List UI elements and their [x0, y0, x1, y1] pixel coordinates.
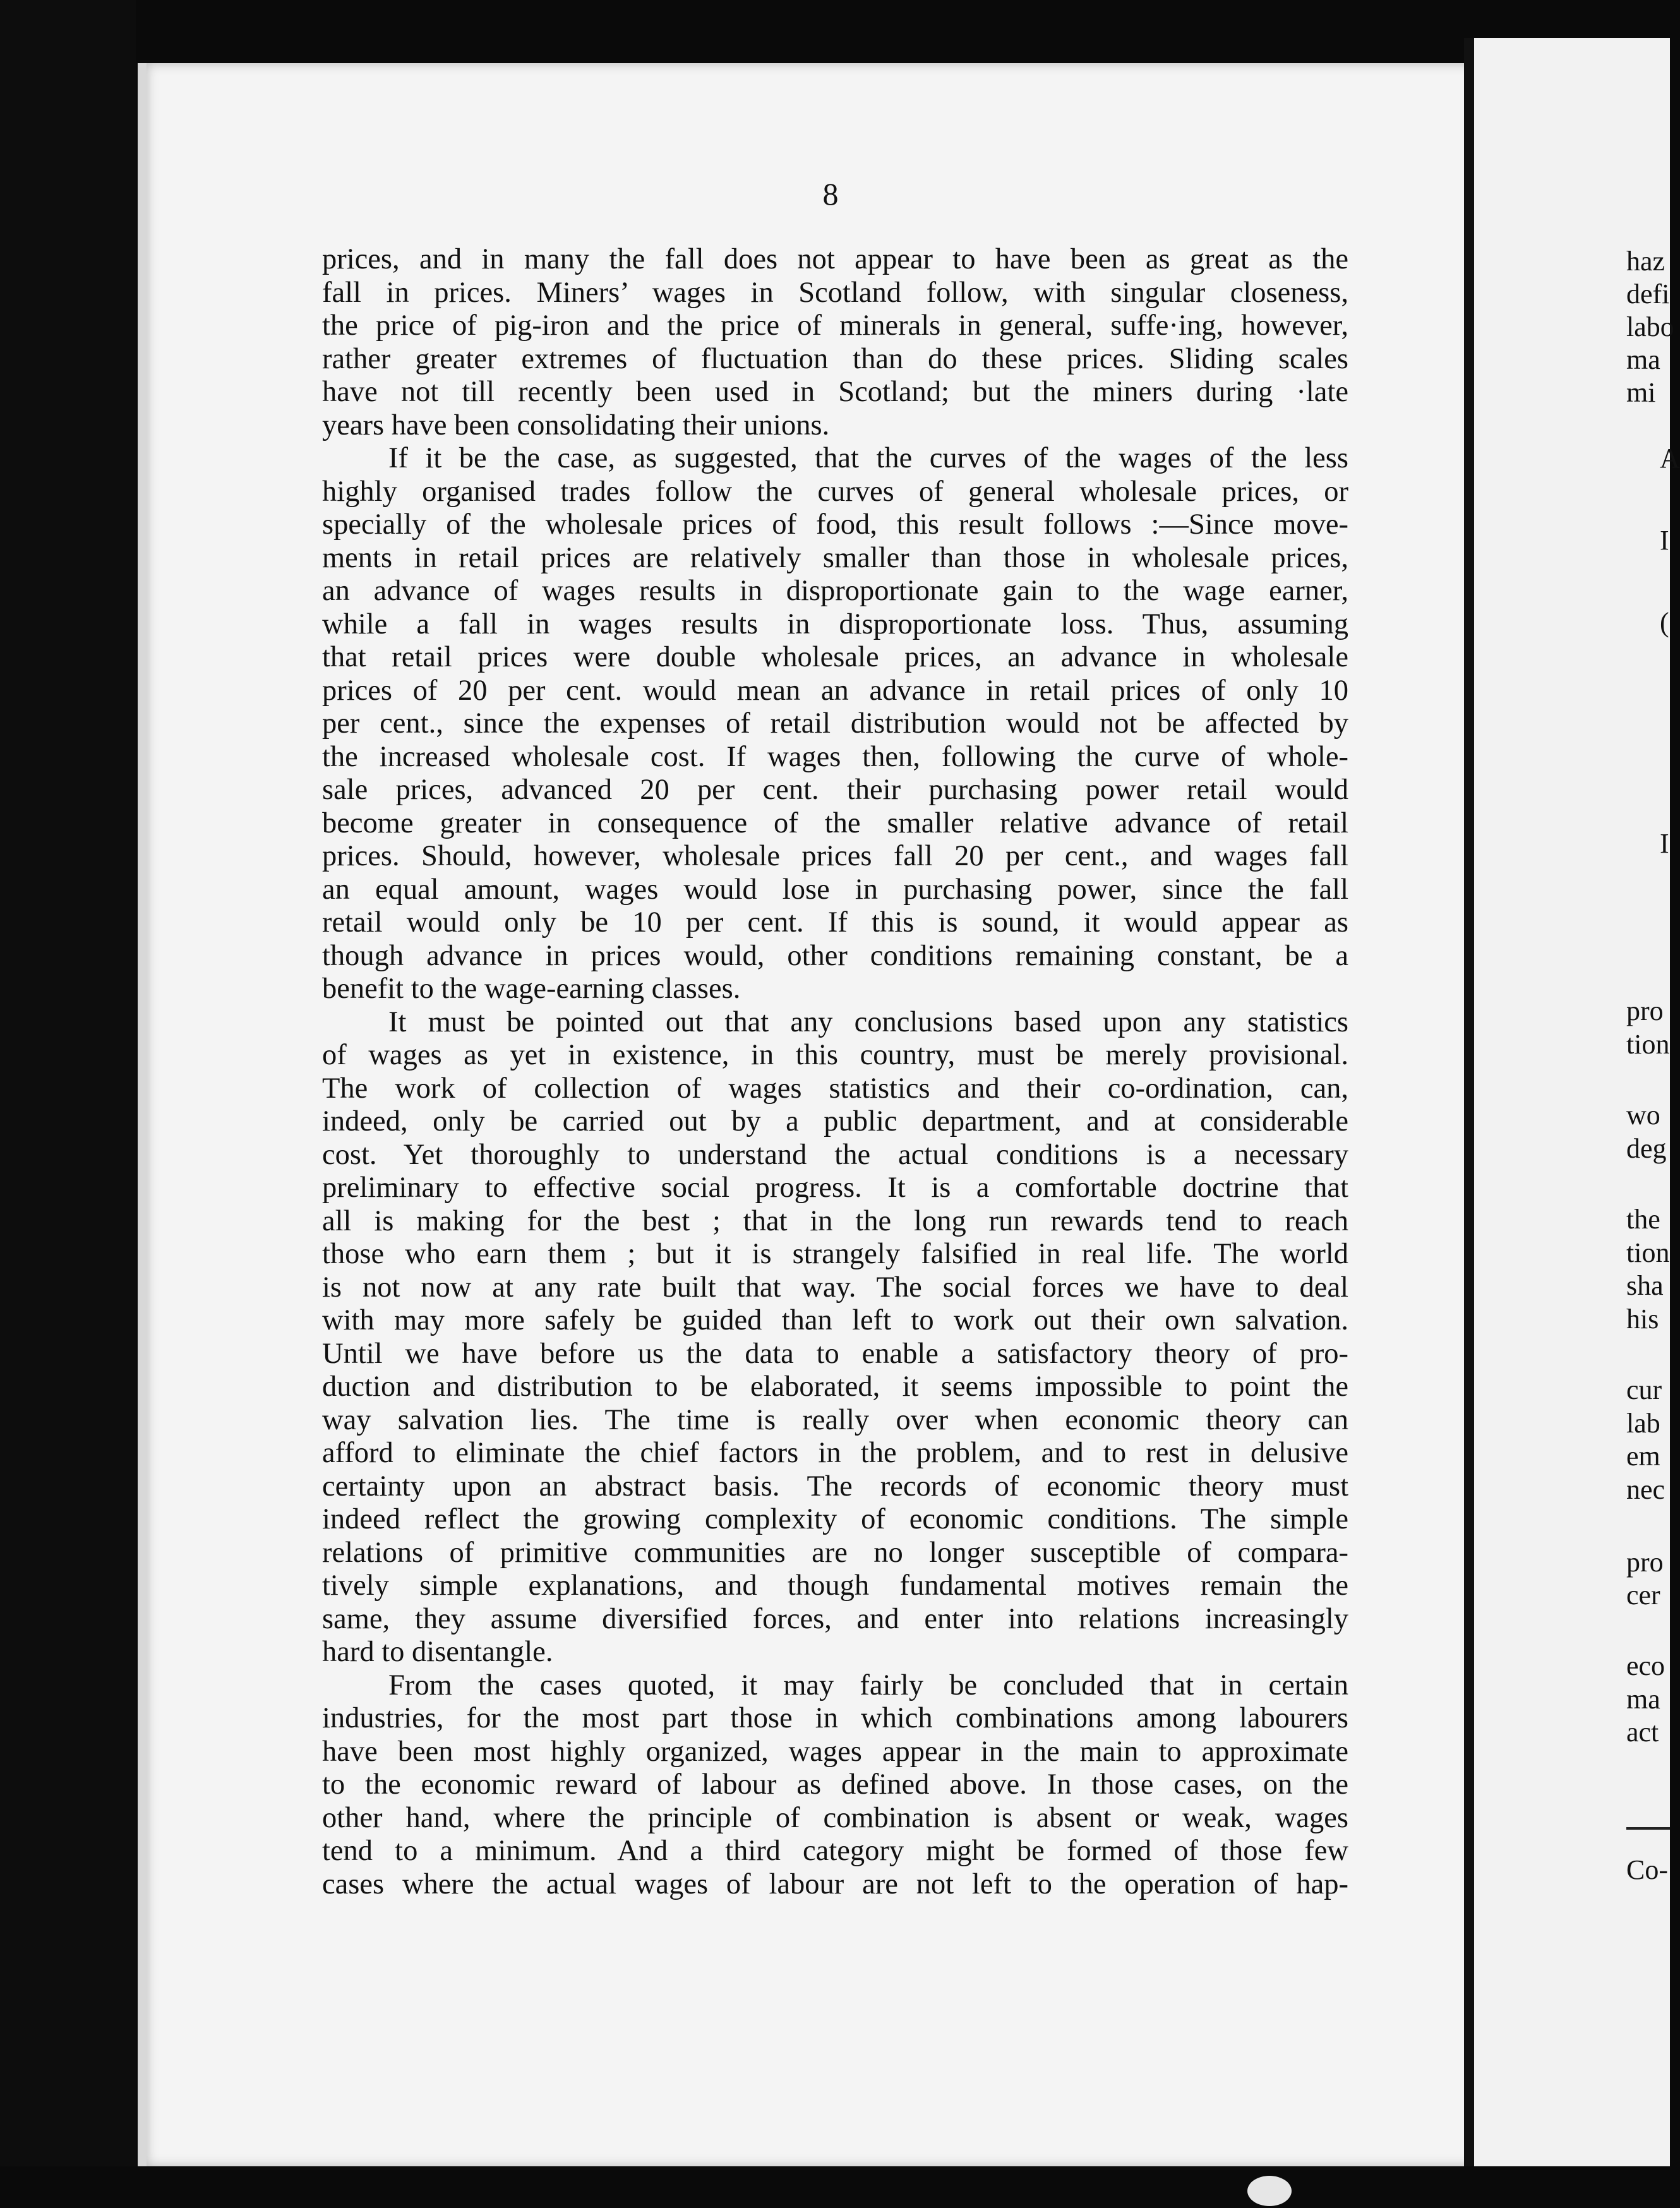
text-line: while a fall in wages results in disproportionate loss. Thus, assuming	[322, 608, 1348, 640]
text-line: afford to eliminate the chief factors in the problem, and to rest in delusive	[322, 1437, 1348, 1469]
text-line: The work of collection of wages statistics and their co-ordination, can,	[322, 1072, 1348, 1105]
text-line: with may more safely be guided than left to work out their own salvation.	[322, 1304, 1348, 1336]
text-line: have been most highly organized, wages appear in the main to approximate	[322, 1735, 1348, 1768]
text-line: an equal amount, wages would lose in purchasing power, since the fall	[322, 873, 1348, 906]
facing-page-fragment: tion	[1626, 1029, 1670, 1060]
paragraph	[322, 243, 1348, 442]
text-line: highly organised trades follow the curves of general wholesale prices, or	[322, 475, 1348, 508]
text-line: indeed reflect the growing complexity of economic conditions. The simple	[322, 1503, 1348, 1535]
facing-page-fragment: labo	[1626, 311, 1674, 342]
facing-page-fragment: pro	[1626, 1547, 1664, 1578]
page-number: 8	[822, 176, 839, 212]
text-line: tively simple explanations, and though fundamental motives remain the	[322, 1569, 1348, 1602]
facing-page-fragment: nec	[1626, 1474, 1665, 1505]
text-line: Until we have before us the data to enable a satisfactory theory of pro-	[322, 1337, 1348, 1370]
text-line: the increased wholesale cost. If wages then, following the curve of whole-	[322, 740, 1348, 773]
facing-page-fragment: deg	[1626, 1133, 1667, 1164]
facing-page-fragment: his	[1626, 1304, 1659, 1335]
book-gutter	[1464, 38, 1474, 2173]
text-line: become greater in consequence of the smaller relative advance of retail	[322, 807, 1348, 839]
facing-page-fragment: cer	[1626, 1580, 1660, 1611]
facing-page-fragment: ma	[1626, 344, 1660, 375]
text-line: hard to disentangle.	[322, 1636, 553, 1668]
text-line: specially of the wholesale prices of food, this result follows :—Since move-	[322, 508, 1348, 541]
facing-page-fragment: defi	[1626, 279, 1670, 309]
facing-page-fragment: eco	[1626, 1650, 1665, 1681]
text-line: sale prices, advanced 20 per cent. their purchasing power retail would	[322, 774, 1348, 806]
text-line: cases where the actual wages of labour are not left to the operation of hap-	[322, 1868, 1348, 1900]
text-line: It must be pointed out that any conclusions based upon any statistics	[388, 1005, 1348, 1038]
facing-page-fragment: I	[1660, 525, 1669, 556]
text-line: ments in retail prices are relatively smaller than those in wholesale prices,	[322, 541, 1348, 574]
text-line: other hand, where the principle of combination is absent or weak, wages	[322, 1801, 1348, 1834]
text-line: tend to a minimum. And a third category might be formed of those few	[322, 1835, 1348, 1867]
facing-page-fragment: tion	[1626, 1237, 1670, 1268]
text-line: industries, for the most part those in which combinations among labourers	[322, 1702, 1348, 1734]
text-line: same, they assume diversified forces, and enter into relations increasingly	[322, 1602, 1348, 1635]
text-line: rather greater extremes of fluctuation than do these prices. Sliding scales	[322, 342, 1348, 375]
facing-page-fragment: act	[1626, 1717, 1659, 1748]
facing-page-fragment: A	[1660, 443, 1680, 474]
text-line: fall in prices. Miners’ wages in Scotland follow, with singular closeness,	[322, 276, 1348, 309]
text-line: preliminary to effective social progress. It is a comfortable doctrine that	[322, 1172, 1348, 1204]
text-line: to the economic reward of labour as defined above. In those cases, on the	[322, 1768, 1348, 1801]
body-text	[322, 243, 1348, 1901]
text-line: prices of 20 per cent. would mean an advance in retail prices of only 10	[322, 674, 1348, 707]
text-line: the price of pig-iron and the price of minerals in general, suffe·ing, however,	[322, 309, 1348, 342]
text-line: relations of primitive communities are no longer susceptible of compara-	[322, 1536, 1348, 1569]
paragraph	[322, 1669, 1348, 1902]
facing-page-fragment: Co-	[1626, 1854, 1668, 1885]
text-line: From the cases quoted, it may fairly be concluded that in certain	[388, 1669, 1348, 1701]
text-line: If it be the case, as suggested, that the curves of the wages of the less	[388, 442, 1348, 474]
text-line: though advance in prices would, other conditions remaining constant, be a	[322, 939, 1348, 972]
text-line: retail would only be 10 per cent. If this is sound, it would appear as	[322, 906, 1348, 939]
text-line: benefit to the wage-earning classes.	[322, 973, 741, 1005]
facing-page-fragment: mi	[1626, 377, 1656, 408]
scan-border-left	[0, 0, 136, 2208]
text-line: way salvation lies. The time is really over when economic theory can	[322, 1403, 1348, 1436]
text-line: cost. Yet thoroughly to understand the actual conditions is a necessary	[322, 1138, 1348, 1171]
facing-page-rule	[1626, 1827, 1670, 1830]
text-line: that retail prices were double wholesale prices, an advance in wholesale	[322, 641, 1348, 673]
text-line: duction and distribution to be elaborated, it seems impossible to point the	[322, 1371, 1348, 1403]
scan-border-bottom	[0, 2166, 1670, 2208]
text-line: an advance of wages results in disproportionate gain to the wage earner,	[322, 575, 1348, 607]
text-line: of wages as yet in existence, in this country, must be merely provisional.	[322, 1039, 1348, 1071]
text-line: those who earn them ; but it is strangely falsified in real life. The world	[322, 1238, 1348, 1270]
text-line: prices. Should, however, wholesale prices fall 20 per cent., and wages fall	[322, 840, 1348, 872]
facing-page-fragment: I	[1660, 828, 1669, 859]
facing-page-fragment: ma	[1626, 1684, 1660, 1715]
facing-page-fragment: the	[1626, 1204, 1660, 1235]
facing-page-fragment: haz	[1626, 246, 1665, 277]
text-line: indeed, only be carried out by a public department, and at considerable	[322, 1105, 1348, 1137]
text-line: per cent., since the expenses of retail distribution would not be affected by	[322, 707, 1348, 740]
text-line: is not now at any rate built that way. The social forces we have to deal	[322, 1271, 1348, 1304]
facing-page-fragment: pro	[1626, 995, 1664, 1026]
text-line: years have been consolidating their unions.	[322, 409, 830, 441]
scan-speck	[1247, 2176, 1292, 2206]
text-line: prices, and in many the fall does not appear to have been as great as the	[322, 243, 1348, 275]
paragraph	[322, 442, 1348, 1006]
facing-page-fragment: wo	[1626, 1100, 1660, 1131]
facing-page-fragment: lab	[1626, 1408, 1660, 1439]
paragraph	[322, 1006, 1348, 1669]
text-line: all is making for the best ; that in the long run rewards tend to reach	[322, 1204, 1348, 1237]
facing-page-fragment: em	[1626, 1441, 1660, 1472]
facing-page-fragment: cur	[1626, 1374, 1662, 1405]
text-line: certainty upon an abstract basis. The records of economic theory must	[322, 1470, 1348, 1503]
text-line: have not till recently been used in Scotland; but the miners during ·late	[322, 376, 1348, 408]
facing-page-fragment: (	[1660, 607, 1669, 638]
facing-page-fragment: sha	[1626, 1270, 1664, 1301]
